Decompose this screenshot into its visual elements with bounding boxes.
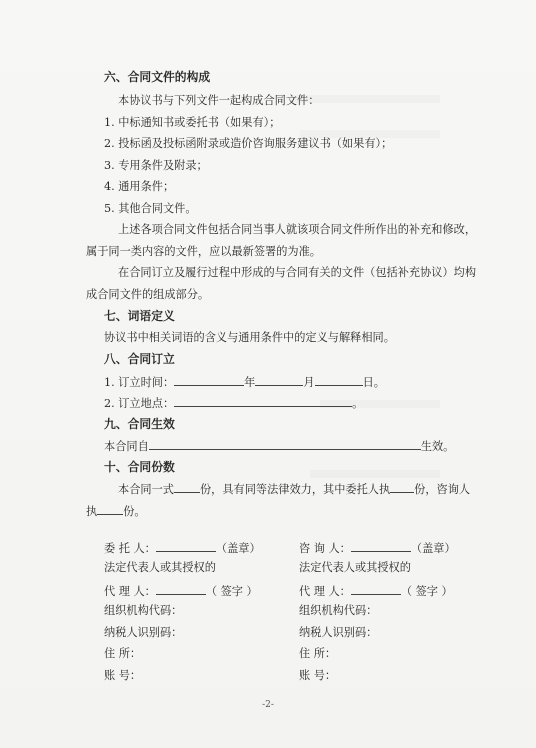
client-party-line	[104, 540, 261, 556]
list-item-5: 5. 其他合同文件。	[104, 202, 197, 215]
day-label: 日。	[362, 376, 385, 389]
place-end: 。	[352, 397, 364, 410]
copies-text-a: 本合同一式	[118, 483, 174, 496]
client-agent-field[interactable]	[156, 583, 206, 595]
client-account: 账 号：	[104, 669, 142, 682]
section-7-title: 七、词语定义	[104, 309, 175, 323]
year-field[interactable]	[174, 374, 244, 386]
total-copies-field[interactable]	[174, 481, 200, 493]
consultant-seal-label: （盖章）	[410, 542, 456, 555]
consultant-label: 咨 询 人：	[299, 542, 351, 555]
section-7-text: 协议书中相关词语的含义与通用条件中的定义与解释相同。	[104, 331, 395, 344]
section-8-title: 八、合同订立	[104, 352, 175, 366]
client-name-field[interactable]	[156, 540, 216, 552]
effective-suffix: 生效。	[420, 440, 455, 453]
client-label: 委 托 人：	[104, 542, 156, 555]
consultant-copies-field[interactable]	[97, 503, 123, 515]
section-9-title: 九、合同生效	[104, 417, 175, 431]
client-seal-label: （盖章）	[215, 542, 261, 555]
copies-text-b: 份，具有同等法律效力，其中委托人执	[199, 483, 391, 496]
day-field[interactable]	[315, 374, 363, 386]
consultant-name-field[interactable]	[351, 540, 411, 552]
copies-text-e: 份。	[123, 505, 146, 518]
consultant-agent-line	[299, 583, 453, 599]
client-address: 住 所：	[104, 647, 142, 660]
section-6-intro: 本协议书与下列文件一起构成合同文件：	[118, 94, 320, 107]
consultant-org-code: 组织机构代码：	[299, 604, 378, 617]
section-6-title: 六、合同文件的构成	[104, 70, 211, 84]
client-agent-label: 代 理 人：	[104, 585, 156, 598]
consultant-tax-id: 纳税人识别码：	[299, 626, 378, 639]
paragraph-1-line-2: 属于同一类内容的文件，应以最新签署的为准。	[86, 245, 321, 258]
list-item-4: 4. 通用条件；	[104, 180, 175, 193]
signing-time-line	[104, 374, 385, 390]
consultant-signature-label: （ 签字 ）	[400, 585, 453, 598]
month-label: 月	[303, 376, 315, 389]
paragraph-2-line-2: 成合同文件的组成部分。	[86, 288, 210, 301]
copies-line-2	[86, 503, 146, 519]
section-10-title: 十、合同份数	[104, 460, 175, 474]
client-agent-line	[104, 583, 258, 599]
list-item-3: 3. 专用条件及附录；	[104, 159, 208, 172]
copies-text-c: 份，咨询人	[414, 483, 471, 496]
consultant-account: 账 号：	[299, 669, 337, 682]
year-label: 年	[244, 376, 256, 389]
consultant-address: 住 所：	[299, 647, 337, 660]
signing-place-label: 2. 订立地点：	[104, 397, 175, 410]
client-tax-id: 纳税人识别码：	[104, 626, 183, 639]
place-field[interactable]	[174, 395, 352, 407]
consultant-party-line	[299, 540, 456, 556]
client-org-code: 组织机构代码：	[104, 604, 183, 617]
client-signature-label: （ 签字 ）	[205, 585, 258, 598]
bleed-through	[310, 470, 440, 478]
paragraph-1-line-1: 上述各项合同文件包括合同当事人就该项合同文件所作出的补充和修改，	[118, 223, 477, 236]
copies-line-1	[118, 481, 470, 497]
consultant-agent-label: 代 理 人：	[299, 585, 351, 598]
client-rep-label-1: 法定代表人或其授权的	[104, 561, 216, 574]
copies-text-d: 执	[86, 505, 98, 518]
effective-line	[104, 438, 454, 454]
paragraph-2-line-1: 在合同订立及履行过程中形成的与合同有关的文件（包括补充协议）均构	[118, 266, 477, 279]
signing-place-line	[104, 395, 363, 411]
effective-prefix: 本合同自	[104, 440, 149, 453]
month-field[interactable]	[255, 374, 303, 386]
consultant-agent-field[interactable]	[351, 583, 401, 595]
consultant-rep-label-1: 法定代表人或其授权的	[299, 561, 411, 574]
page-number: -2-	[262, 700, 274, 710]
list-item-1: 1. 中标通知书或委托书（如果有）；	[104, 116, 281, 129]
list-item-2: 2. 投标函及投标函附录或造价咨询服务建议书（如果有）；	[104, 137, 393, 150]
effective-condition-field[interactable]	[149, 438, 421, 450]
client-copies-field[interactable]	[390, 481, 414, 493]
signing-time-label: 1. 订立时间：	[104, 376, 175, 389]
